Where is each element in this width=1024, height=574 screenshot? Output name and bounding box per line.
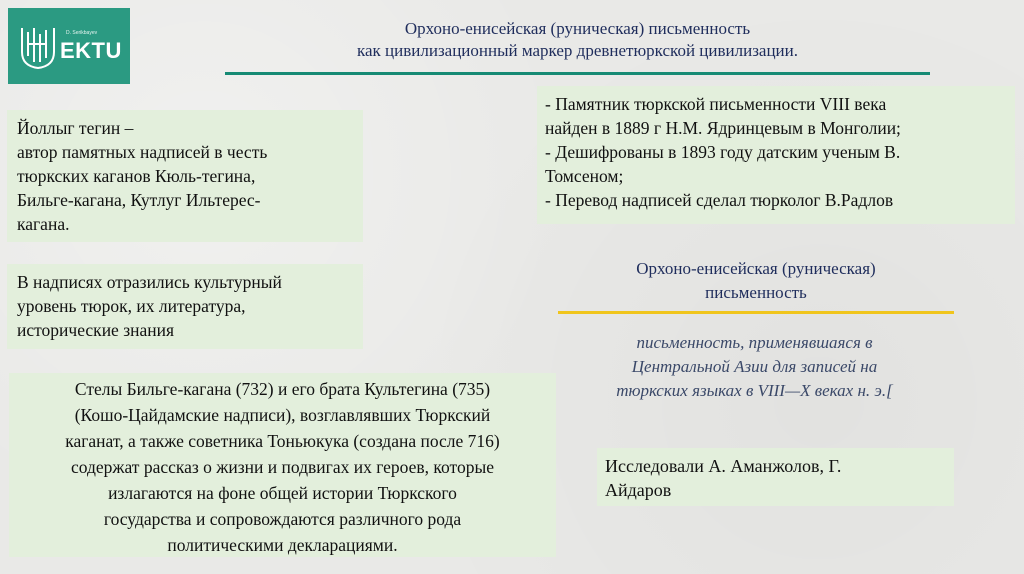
box-line: В надписях отразились культурный: [17, 272, 282, 292]
box-line: содержат рассказ о жизни и подвигах их героев, которые: [70, 457, 495, 477]
box-line: Йоллыг тегин –: [17, 118, 134, 138]
box-line: Стелы Бильге-кагана (732) и его брата Культегина (735): [74, 379, 491, 399]
box-line: государства и сопровождаются различного рода: [103, 509, 462, 529]
box-line: автор памятных надписей в честь: [17, 142, 268, 162]
researchers-box: [597, 448, 954, 506]
university-emblem-icon: [18, 22, 58, 72]
slide-title: [225, 18, 930, 62]
definition-line: Центральной Азии для записей на: [631, 357, 878, 376]
definition-line: письменность, применявшаяся в: [636, 333, 873, 352]
monument-box: [537, 86, 1015, 224]
box-line: уровень тюрок, их литература,: [17, 296, 246, 316]
title-line: Орхоно-енисейская (руническая) письменность: [404, 19, 751, 38]
box-line: (Кошо-Цайдамские надписи), возглавлявших Тюркский: [74, 405, 491, 425]
box-line: тюркских каганов Кюль-тегина,: [17, 166, 256, 186]
section-title-line: Орхоно-енисейская (руническая): [636, 259, 876, 278]
section-title-line: письменность: [705, 283, 807, 302]
yollyg-tegin-box: [7, 110, 363, 242]
logo-brand: EKTU: [60, 38, 122, 63]
box-line: найден в 1889 г Н.М. Ядринцевым в Монголии;: [545, 118, 901, 138]
box-line: Исследовали А. Аманжолов, Г.: [605, 456, 842, 476]
box-line: - Перевод надписей сделал тюрколог В.Радлов: [545, 190, 894, 210]
box-line: - Дешифрованы в 1893 году датским ученым В.: [545, 142, 901, 162]
box-line: кагана.: [17, 214, 70, 234]
steles-box: [9, 373, 556, 557]
title-underline: [225, 72, 930, 75]
box-line: исторические знания: [17, 320, 175, 340]
definition-line: тюркских языках в VIII—X веках н. э.[: [616, 381, 893, 400]
section-title: [558, 257, 954, 305]
definition-text: [572, 331, 937, 403]
logo-subtitle: D. Serikbayev: [66, 30, 98, 36]
ektu-logo: [8, 8, 130, 84]
box-line: политическими декларациями.: [167, 535, 398, 555]
culture-box: [7, 264, 363, 349]
box-line: Айдаров: [605, 480, 672, 500]
box-line: Томсеном;: [545, 166, 624, 186]
box-line: Бильге-кагана, Кутлуг Ильтерес-: [17, 190, 261, 210]
box-line: каганат, а также советника Тоньюкука (создана после 716): [65, 431, 500, 451]
title-line: как цивилизационный маркер древнетюркской цивилизации.: [356, 41, 799, 60]
box-line: - Памятник тюркской письменности VIII века: [545, 94, 887, 114]
box-line: излагаются на фоне общей истории Тюркского: [108, 483, 457, 503]
section-underline: [558, 311, 954, 314]
